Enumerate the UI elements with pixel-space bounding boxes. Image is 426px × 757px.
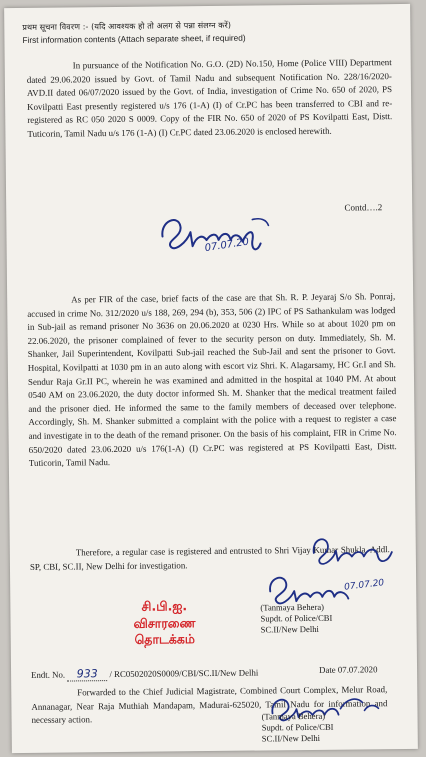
endorsement-prefix: Endt. No. — [31, 669, 66, 680]
stamp-line-1: சி.பி.ஐ. — [141, 598, 188, 614]
paragraph-brief-facts: As per FIR of the case, brief facts of the case are that Sh. R. P. Jeyaraj S/o Sh. Ponraj, accused in crime No. 312/2020 u/s 188, 269, 294 (b), 353, 506 (2) IPC of PS Sathankulam was lodged in Sub-jail as remand prisoner No 3636 on 20.06.2020 at 0230 Hrs. While so at about 1020 pm on 22.06.2020, the prisoner complained of fever to the security person on duty. Immediately, Sh. M. Shanker, Jail Superintendent, Kovilpatti Sub-jail reached the Sub-Jail and sent the prisoner to Govt. Hospital, Kovilpatti at 1030 pm in an auto along with escort viz Shri. K. Alagarsamy, HC Gr.I and Sh. Sendur Raja Gr.II PC, wherein he was examined and admitted in the hospital at 1040 PM. At about 0540 AM on 23.06.2020, the duty doctor informed Sh. M. Shanker that the medical treatment failed and the prisoner died. He informed the same to the family members of deceased over telephone. Accordingly, Sh. M. Shanker submitted a complaint with the police with a request to register a case and investigate in to the death of the remand prisoner. On the basis of his complaint, FIR in Crime No. 650/2020 dated 23.06.2020 u/s 176(1-A) (I) Cr.PC was registered at PS Kovilpatti East, Distt. Tuticorin, Tamil Nadu. — [27, 291, 397, 469]
signature-middle — [308, 528, 408, 569]
signatory-1-name: (Tanmaya Behera) — [260, 601, 325, 613]
endorsement-date: Date 07.07.2020 — [319, 664, 378, 675]
signatory-1-designation: Supdt. of Police/CBI — [260, 612, 333, 624]
endorsement-line — [31, 666, 258, 682]
signature-top-date: 07.07.20 — [204, 236, 250, 255]
form-header-english: First information contents (Attach separate sheet, if required) — [22, 32, 246, 45]
endorsement-number: 933 — [67, 667, 107, 681]
endorsement-reference: / RC0502020S0009/CBI/SC.II/New Delhi — [109, 667, 259, 680]
continued-marker: Contd….2 — [344, 202, 383, 213]
form-header-hindi: प्रथम सूचना विवरण :- (यदि आवश्यक हो तो अलग से पन्ना संलग्न करें) — [22, 20, 232, 32]
fir-document-page — [4, 4, 418, 753]
stamp-line-2: விசாரணை — [133, 614, 196, 631]
paragraph-case-registered: Therefore, a regular case is registered and entrusted to Shri Vijay Kumar Shukla, Addl. SP, CBI, SC.II, New Delhi for investigation. — [29, 544, 390, 572]
signatory-2-name: (Tanmaya Behera) — [261, 710, 326, 722]
paragraph-notification: In pursuance of the Notification No. G.O. (2D) No.150, Home (Police VIII) Department dated 29.06.2020 issued by Govt. of Tamil Nadu and subsequent Notification No. 228/16/2020-AVD.II dated 06/07/2020 issued by the Govt. of India, investigation of Crime No. 650 of 2020, PS Kovilpatti East presently registered u/s 176 (1-A) (I) of Cr.PC has been transferred to CBI and re-registered as RC 050 2020 S 0009. Copy of the FIR No. 650 of 2020 of PS Kovilpatti East, Distt. Tuticorin, Tamil Nadu u/s 176 (1-A) (I) Cr.PC dated 23.06.2020 is enclosed herewith. — [26, 57, 393, 139]
tamil-stamp — [118, 598, 211, 648]
signatory-1-office: SC.II/New Delhi — [260, 623, 319, 635]
signatory-2-office: SC.II/New Delhi — [261, 732, 321, 744]
signatory-block-1 — [260, 602, 332, 636]
stamp-line-3: தொடக்கம் — [134, 631, 196, 647]
paragraph-forwarded: Forwarded to the Chief Judicial Magistrate, Combined Court Complex, Melur Road, Annanagar, Near Raja Muthiah Mandapam, Madurai-625020, Tamil Nadu for information and necessary action. — [31, 684, 388, 726]
signatory-block-2 — [261, 711, 333, 745]
signatory-2-designation: Supdt. of Police/CBI — [261, 721, 334, 733]
signature-endorsement-date: 07.07.20 — [343, 578, 385, 593]
